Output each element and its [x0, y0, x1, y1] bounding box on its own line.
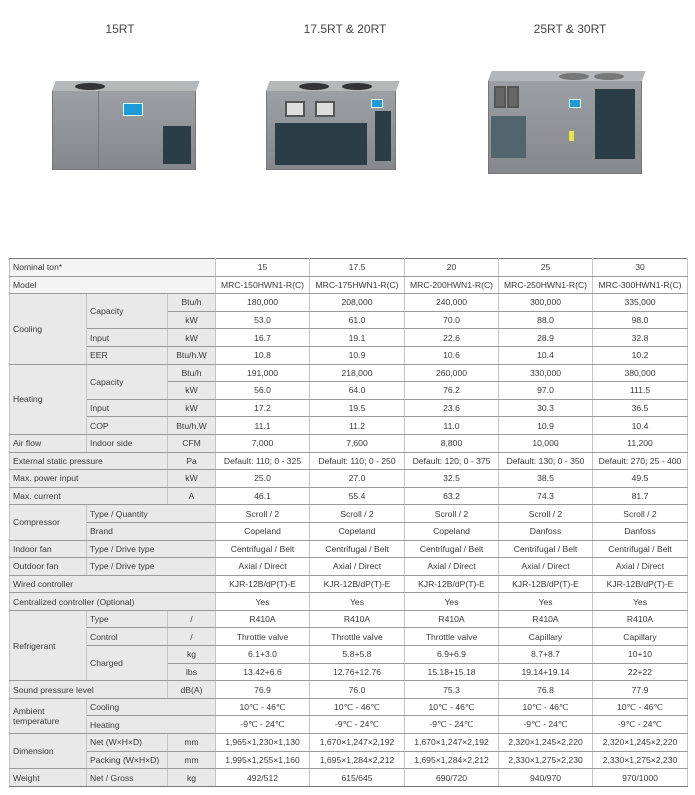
value-cell: 76.8 [499, 681, 593, 699]
value-cell: R410A [216, 610, 310, 628]
value-cell: 13.42+6.6 [216, 663, 310, 681]
unit-cell: kW [168, 329, 216, 347]
row-label: Indoor side [87, 434, 168, 452]
row-label: External static pressure [10, 452, 168, 470]
value-cell: 70.0 [405, 311, 499, 329]
row-label: Type / Quantity [87, 505, 216, 523]
unit-cell: Btu/h [168, 294, 216, 312]
table-row [10, 329, 688, 347]
table-row [10, 364, 688, 382]
value-cell: Danfoss [499, 522, 593, 540]
product-title-15rt: 15RT [105, 22, 135, 36]
row-label: EER [87, 346, 168, 364]
row-label: Centralized controller (Optional) [10, 593, 216, 611]
value-cell: 2,320×1,245×2,220 [499, 734, 593, 752]
row-label: Weight [10, 769, 87, 787]
row-label: Compressor [10, 505, 87, 540]
value-cell: 10.2 [593, 346, 688, 364]
value-cell: -9℃ - 24℃ [593, 716, 688, 734]
value-cell: 191,000 [216, 364, 310, 382]
value-cell: 10℃ - 46℃ [593, 698, 688, 716]
row-label: Sound pressure level [10, 681, 168, 699]
value-cell: R410A [499, 610, 593, 628]
value-cell: Axial / Direct [499, 558, 593, 576]
value-cell: Default: 270; 25 - 400 [593, 452, 688, 470]
product-title-25-30rt: 25RT & 30RT [533, 22, 607, 36]
value-cell: Capillary [499, 628, 593, 646]
row-label: Type / Drive type [87, 558, 216, 576]
value-cell: 5.8+5.8 [310, 646, 405, 664]
value-cell: Default: 110; 0 - 250 [310, 452, 405, 470]
value-cell: Scroll / 2 [499, 505, 593, 523]
specifications-table [9, 258, 688, 787]
product-title-17-5-20rt: 17.5RT & 20RT [303, 22, 387, 36]
value-cell: Yes [216, 593, 310, 611]
value-cell: 260,000 [405, 364, 499, 382]
value-cell: 1,995×1,255×1,160 [216, 751, 310, 769]
row-label: Dimension [10, 734, 87, 769]
value-cell: 97.0 [499, 382, 593, 400]
value-cell: KJR-12B/dP(T)-E [310, 575, 405, 593]
value-cell: 81.7 [593, 487, 688, 505]
value-cell: 2,330×1,275×2,230 [593, 751, 688, 769]
value-cell: 76.9 [216, 681, 310, 699]
value-cell: Axial / Direct [310, 558, 405, 576]
row-label: Heating [87, 716, 216, 734]
value-cell: 2,320×1,245×2,220 [593, 734, 688, 752]
value-cell: 1,965×1,230×1,130 [216, 734, 310, 752]
value-cell: Centrifugal / Belt [593, 540, 688, 558]
value-cell: 38.5 [499, 470, 593, 488]
value-cell: 22.6 [405, 329, 499, 347]
value-cell: Scroll / 2 [593, 505, 688, 523]
value-cell: 240,000 [405, 294, 499, 312]
row-label: Charged [87, 646, 168, 681]
row-label: Nominal ton* [10, 259, 216, 277]
midea-logo [123, 103, 143, 116]
value-cell: 25.0 [216, 470, 310, 488]
value-cell: 970/1000 [593, 769, 688, 787]
unit-cell: kW [168, 382, 216, 400]
unit-cell: kW [168, 470, 216, 488]
value-cell: 7,000 [216, 434, 310, 452]
row-label: Heating [10, 364, 87, 434]
table-row [10, 610, 688, 628]
value-cell: 11.0 [405, 417, 499, 435]
unit-cell: / [168, 628, 216, 646]
row-label: Air flow [10, 434, 87, 452]
value-cell: 10.8 [216, 346, 310, 364]
value-cell: 615/645 [310, 769, 405, 787]
row-label: Capacity [87, 294, 168, 329]
value-cell: 1,695×1,284×2,212 [310, 751, 405, 769]
table-row [10, 593, 688, 611]
unit-cell: Btu/h.W [168, 346, 216, 364]
value-cell: Yes [405, 593, 499, 611]
value-cell: 30 [593, 259, 688, 277]
value-cell: Centrifugal / Belt [216, 540, 310, 558]
row-label: Cooling [87, 698, 216, 716]
table-row [10, 540, 688, 558]
value-cell: R410A [593, 610, 688, 628]
value-cell: 300,000 [499, 294, 593, 312]
value-cell: Scroll / 2 [216, 505, 310, 523]
table-row [10, 452, 688, 470]
value-cell: 17.2 [216, 399, 310, 417]
table-row [10, 505, 688, 523]
value-cell: -9℃ - 24℃ [499, 716, 593, 734]
row-label: Input [87, 329, 168, 347]
table-row [10, 259, 688, 277]
unit-cell: kW [168, 311, 216, 329]
value-cell: 11,200 [593, 434, 688, 452]
value-cell: 10℃ - 46℃ [216, 698, 310, 716]
value-cell: MRC-300HWN1-R(C) [593, 276, 688, 294]
value-cell: 940/970 [499, 769, 593, 787]
table-row [10, 698, 688, 716]
value-cell: 10.9 [310, 346, 405, 364]
value-cell: 46.1 [216, 487, 310, 505]
product-image-17-5-20rt [266, 90, 396, 170]
value-cell: 10℃ - 46℃ [310, 698, 405, 716]
value-cell: MRC-150HWN1-R(C) [216, 276, 310, 294]
value-cell: 330,000 [499, 364, 593, 382]
value-cell: 19.1 [310, 329, 405, 347]
row-label: Net (W×H×D) [87, 734, 168, 752]
value-cell: 16.7 [216, 329, 310, 347]
table-row [10, 734, 688, 752]
value-cell: R410A [310, 610, 405, 628]
value-cell: MRC-200HWN1-R(C) [405, 276, 499, 294]
unit-cell: kg [168, 646, 216, 664]
value-cell: MRC-250HWN1-R(C) [499, 276, 593, 294]
table-row [10, 294, 688, 312]
table-row [10, 769, 688, 787]
table-row [10, 276, 688, 294]
value-cell: 32.5 [405, 470, 499, 488]
value-cell: 12.76+12.76 [310, 663, 405, 681]
unit-cell: kW [168, 399, 216, 417]
row-label: Brand [87, 522, 216, 540]
unit-cell: / [168, 610, 216, 628]
value-cell: 208,000 [310, 294, 405, 312]
value-cell: 1,670×1,247×2,192 [310, 734, 405, 752]
value-cell: 76.0 [310, 681, 405, 699]
value-cell: 1,695×1,284×2,212 [405, 751, 499, 769]
value-cell: 10.4 [499, 346, 593, 364]
table-row [10, 346, 688, 364]
value-cell: 10.4 [593, 417, 688, 435]
value-cell: 15 [216, 259, 310, 277]
value-cell: MRC-175HWN1-R(C) [310, 276, 405, 294]
unit-cell: lbs [168, 663, 216, 681]
product-image-25-30rt [488, 80, 642, 174]
value-cell: 17.5 [310, 259, 405, 277]
value-cell: 10,000 [499, 434, 593, 452]
row-label: Max. power input [10, 470, 168, 488]
value-cell: 19.5 [310, 399, 405, 417]
value-cell: 36.5 [593, 399, 688, 417]
value-cell: -9℃ - 24℃ [310, 716, 405, 734]
value-cell: 63.2 [405, 487, 499, 505]
table-row [10, 628, 688, 646]
value-cell: 23.6 [405, 399, 499, 417]
value-cell: Scroll / 2 [405, 505, 499, 523]
table-row [10, 470, 688, 488]
value-cell: Yes [310, 593, 405, 611]
value-cell: Scroll / 2 [310, 505, 405, 523]
unit-cell: Pa [168, 452, 216, 470]
value-cell: Danfoss [593, 522, 688, 540]
value-cell: Axial / Direct [405, 558, 499, 576]
value-cell: 19.14+19.14 [499, 663, 593, 681]
value-cell: Yes [499, 593, 593, 611]
row-label: Indoor fan [10, 540, 87, 558]
value-cell: 30.3 [499, 399, 593, 417]
table-row [10, 681, 688, 699]
midea-logo [371, 99, 383, 108]
value-cell: 6.9+6.9 [405, 646, 499, 664]
value-cell: -9℃ - 24℃ [405, 716, 499, 734]
value-cell: Throttle valve [405, 628, 499, 646]
value-cell: 111.5 [593, 382, 688, 400]
table-row [10, 575, 688, 593]
row-label: Net / Gross [87, 769, 168, 787]
table-row [10, 417, 688, 435]
row-label: Cooling [10, 294, 87, 364]
value-cell: Capillary [593, 628, 688, 646]
value-cell: 8,800 [405, 434, 499, 452]
row-label: COP [87, 417, 168, 435]
value-cell: 380,000 [593, 364, 688, 382]
row-label: Packing (W×H×D) [87, 751, 168, 769]
unit-cell: CFM [168, 434, 216, 452]
row-label: Outdoor fan [10, 558, 87, 576]
table-row [10, 399, 688, 417]
value-cell: 10.6 [405, 346, 499, 364]
value-cell: 180,000 [216, 294, 310, 312]
value-cell: Copeland [216, 522, 310, 540]
unit-cell: kg [168, 769, 216, 787]
table-row [10, 522, 688, 540]
value-cell: 492/512 [216, 769, 310, 787]
unit-cell: mm [168, 734, 216, 752]
table-row [10, 487, 688, 505]
table-row [10, 751, 688, 769]
value-cell: 53.0 [216, 311, 310, 329]
value-cell: Yes [593, 593, 688, 611]
value-cell: 15.18+15.18 [405, 663, 499, 681]
value-cell: Default: 110; 0 - 325 [216, 452, 310, 470]
value-cell: Axial / Direct [216, 558, 310, 576]
row-label: Input [87, 399, 168, 417]
value-cell: Centrifugal / Belt [310, 540, 405, 558]
row-label: Model [10, 276, 216, 294]
value-cell: 7,600 [310, 434, 405, 452]
value-cell: 55.4 [310, 487, 405, 505]
value-cell: 335,000 [593, 294, 688, 312]
value-cell: 6.1+3.0 [216, 646, 310, 664]
value-cell: Centrifugal / Belt [499, 540, 593, 558]
value-cell: 2,330×1,275×2,230 [499, 751, 593, 769]
value-cell: 1,670×1,247×2,192 [405, 734, 499, 752]
value-cell: 76.2 [405, 382, 499, 400]
value-cell: 11.2 [310, 417, 405, 435]
value-cell: 98.0 [593, 311, 688, 329]
value-cell: Throttle valve [310, 628, 405, 646]
value-cell: 74.3 [499, 487, 593, 505]
unit-cell: Btu/h [168, 364, 216, 382]
value-cell: 27.0 [310, 470, 405, 488]
value-cell: R410A [405, 610, 499, 628]
value-cell: 61.0 [310, 311, 405, 329]
table-row [10, 558, 688, 576]
value-cell: 22+22 [593, 663, 688, 681]
row-label: Type / Drive type [87, 540, 216, 558]
value-cell: 8.7+8.7 [499, 646, 593, 664]
value-cell: Copeland [405, 522, 499, 540]
table-row [10, 716, 688, 734]
value-cell: Throttle valve [216, 628, 310, 646]
value-cell: 20 [405, 259, 499, 277]
table-row [10, 434, 688, 452]
value-cell: 32.8 [593, 329, 688, 347]
table-row [10, 646, 688, 664]
value-cell: KJR-12B/dP(T)-E [499, 575, 593, 593]
value-cell: Default: 120; 0 - 375 [405, 452, 499, 470]
value-cell: 690/720 [405, 769, 499, 787]
value-cell: 10.9 [499, 417, 593, 435]
value-cell: 77.9 [593, 681, 688, 699]
value-cell: Copeland [310, 522, 405, 540]
midea-logo [569, 99, 581, 108]
value-cell: KJR-12B/dP(T)-E [593, 575, 688, 593]
unit-cell: mm [168, 751, 216, 769]
value-cell: 64.0 [310, 382, 405, 400]
value-cell: 56.0 [216, 382, 310, 400]
value-cell: 49.5 [593, 470, 688, 488]
value-cell: 25 [499, 259, 593, 277]
row-label: Capacity [87, 364, 168, 399]
row-label: Type [87, 610, 168, 628]
row-label: Max. current [10, 487, 168, 505]
row-label: Wired controller [10, 575, 216, 593]
unit-cell: dB(A) [168, 681, 216, 699]
value-cell: 218,000 [310, 364, 405, 382]
value-cell: KJR-12B/dP(T)-E [216, 575, 310, 593]
value-cell: 11.1 [216, 417, 310, 435]
product-image-15rt [52, 90, 196, 170]
value-cell: 75.3 [405, 681, 499, 699]
value-cell: 10+10 [593, 646, 688, 664]
row-label: Control [87, 628, 168, 646]
unit-cell: A [168, 487, 216, 505]
row-label: Ambient temperature [10, 698, 87, 733]
value-cell: Axial / Direct [593, 558, 688, 576]
value-cell: -9℃ - 24℃ [216, 716, 310, 734]
value-cell: 10℃ - 46℃ [499, 698, 593, 716]
value-cell: KJR-12B/dP(T)-E [405, 575, 499, 593]
value-cell: 10℃ - 46℃ [405, 698, 499, 716]
unit-cell: Btu/h.W [168, 417, 216, 435]
value-cell: 28.9 [499, 329, 593, 347]
row-label: Refrigerant [10, 610, 87, 680]
value-cell: Centrifugal / Belt [405, 540, 499, 558]
value-cell: Default: 130; 0 - 350 [499, 452, 593, 470]
value-cell: 88.0 [499, 311, 593, 329]
